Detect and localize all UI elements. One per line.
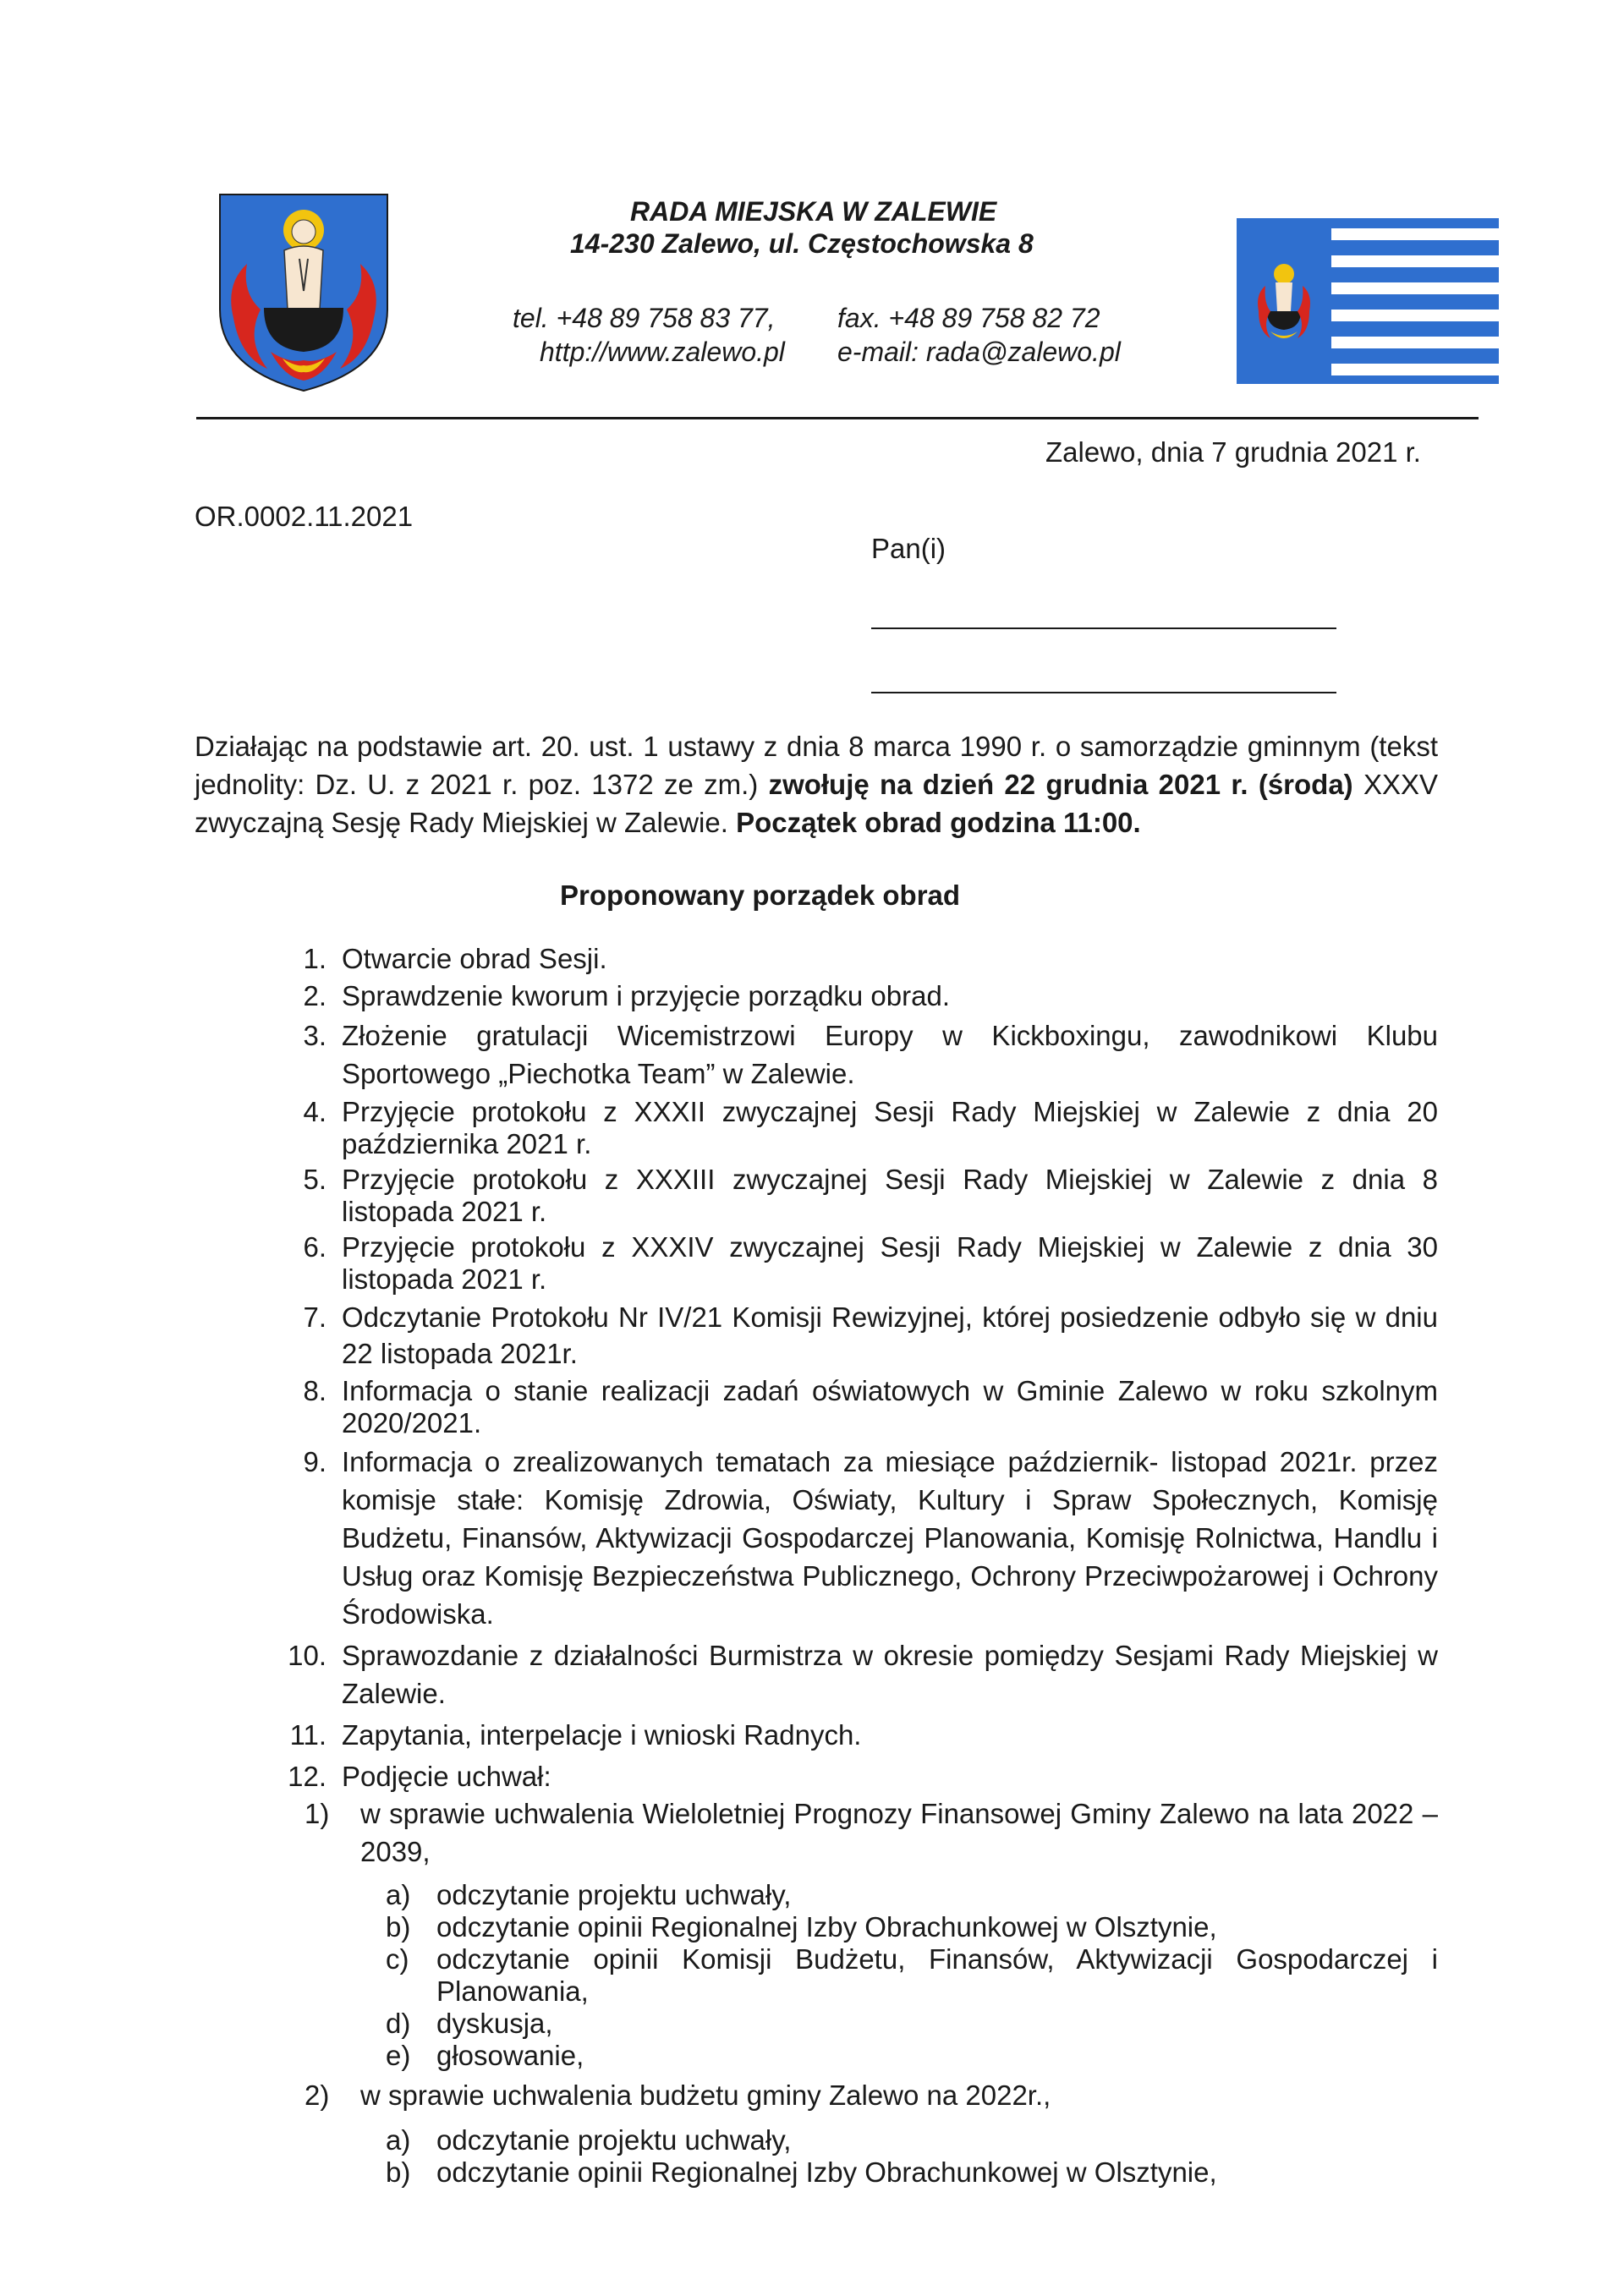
agenda-item: 8. Informacja o stanie realizacji zadań oświatowych w Gminie Zalewo w roku szkolnym 2020/2021. [303, 1375, 1438, 1438]
recipient-blank-line-1 [871, 627, 1336, 629]
resolution-step: b) odczytanie opinii Regionalnej Izby Obrachunkowej w Olsztynie, [386, 2156, 1217, 2188]
website-link[interactable]: http://www.zalewo.pl [540, 337, 785, 367]
agenda-item: 7. Odczytanie Protokołu Nr IV/21 Komisji Rewizyjnej, której posiedzenie odbyło się w dniu 22 listopada 2021r. [303, 1301, 1438, 1369]
resolution-step: a) odczytanie projektu uchwały, [386, 1879, 792, 1910]
resolution-item: 2) w sprawie uchwalenia budżetu gminy Zalewo na 2022r., [304, 2080, 1051, 2111]
session-start-time: Początek obrad godzina 11:00. [736, 807, 1141, 838]
email-link[interactable]: e-mail: rada@zalewo.pl [837, 337, 1121, 367]
coat-of-arms-logo [217, 191, 391, 394]
agenda-item: 1. Otwarcie obrad Sesji. [303, 943, 607, 974]
agenda-item: 11. Zapytania, interpelacje i wnioski Radnych. [289, 1719, 862, 1751]
recipient-label: Pan(i) [871, 533, 946, 564]
resolution-step: a) odczytanie projektu uchwały, [386, 2124, 792, 2156]
agenda-item: 5. Przyjęcie protokołu z XXXIII zwyczajnej Sesji Rady Miejskiej w Zalewie z dnia 8 listopada 2021 r. [303, 1164, 1438, 1227]
recipient-blank-line-2 [871, 692, 1336, 693]
org-address: 14-230 Zalewo, ul. Częstochowska 8 [570, 228, 1034, 259]
resolution-step: b) odczytanie opinii Regionalnej Izby Obrachunkowej w Olsztynie, [386, 1911, 1217, 1943]
agenda-item: 4. Przyjęcie protokołu z XXXII zwyczajnej Sesji Rady Miejskiej w Zalewie z dnia 20 października 2021 r. [303, 1096, 1438, 1159]
agenda-item: 6. Przyjęcie protokołu z XXXIV zwyczajnej Sesji Rady Miejskiej w Zalewie z dnia 30 listopada 2021 r. [303, 1231, 1438, 1295]
org-name: RADA MIEJSKA W ZALEWIE [630, 196, 997, 227]
date-line: Zalewo, dnia 7 grudnia 2021 r. [1045, 436, 1421, 468]
agenda-item: 12. Podjęcie uchwał: [288, 1761, 551, 1792]
phone-number: tel. +48 89 758 83 77, [513, 303, 776, 333]
fax-number: fax. +48 89 758 82 72 [837, 303, 1100, 333]
resolution-step: e) głosowanie, [386, 2040, 584, 2071]
agenda-item: 9. Informacja o zrealizowanych tematach za miesiące październik- listopad 2021r. przez komisje stałe: Komisję Zdrowia, Oświaty, Kultury i Spraw Społecznych, Komisję Budżetu, Finansów, Aktywizacji Gospodarczej Planowania, Komisję Rolnictwa, Handlu i Usług oraz Komisję Bezpieczeństwa Publicznego, Ochrony Przeciwpożarowej i Ochrony Środowiska. [303, 1446, 1438, 1630]
agenda-item: 3. Złożenie gratulacji Wicemistrzowi Europy w Kickboxingu, zawodnikowi Klubu Sportowego „Piechotka Team” w Zalewie. [303, 1020, 1438, 1089]
resolution-step: c) odczytanie opinii Komisji Budżetu, Finansów, Aktywizacji Gospodarczej i Planowania, [386, 1943, 1438, 2007]
reference-number: OR.0002.11.2021 [195, 501, 414, 532]
agenda-list [279, 942, 1438, 1799]
convocation-paragraph [195, 727, 1438, 841]
resolution-item: 1) w sprawie uchwalenia Wieloletniej Prognozy Finansowej Gminy Zalewo na lata 2022 – 2039, [304, 1798, 1438, 1867]
convocation-date: zwołuję na dzień 22 grudnia 2021 r. (środa) [768, 769, 1353, 800]
flag-logo [1237, 218, 1499, 384]
convocation-text: Działając na podstawie art. 20. ust. 1 ustawy z dnia 8 marca 1990 r. o samorządzie gminnym (tekst jednolity: Dz. U. z 2021 r. poz. 1372 ze zm.) [195, 731, 1438, 800]
session-text: XXXV zwyczajną Sesję Rady Miejskiej w Zalewie. [195, 769, 1438, 838]
agenda-item: 10. Sprawozdanie z działalności Burmistrza w okresie pomiędzy Sesjami Rady Miejskiej w Zalewie. [288, 1640, 1438, 1709]
agenda-item: 2. Sprawdzenie kworum i przyjęcie porządku obrad. [303, 980, 951, 1011]
agenda-title: Proponowany porządek obrad [560, 879, 961, 911]
header-divider [196, 417, 1479, 419]
resolution-step: d) dyskusja, [386, 2008, 553, 2039]
